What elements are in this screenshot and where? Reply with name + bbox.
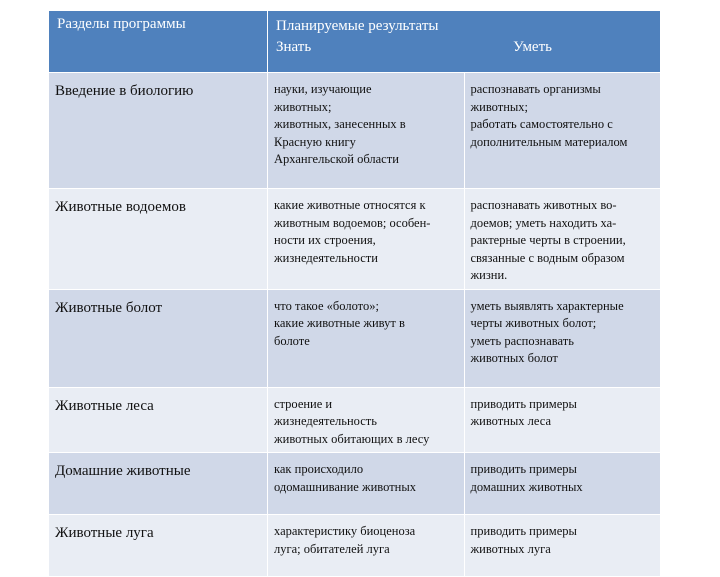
know-cell — [268, 189, 465, 290]
know-line: какие животные относятся к — [274, 198, 426, 212]
table-row — [49, 453, 661, 515]
section-cell: Животные леса — [49, 387, 268, 453]
able-line: животных леса — [470, 414, 551, 428]
know-line: ности их строения, — [274, 233, 376, 247]
table-row — [49, 387, 661, 453]
section-cell: Животные луга — [49, 515, 268, 577]
section-cell: Введение в биологию — [49, 73, 268, 189]
know-line: науки, изучающие — [274, 82, 372, 96]
know-line: как происходило — [274, 462, 364, 476]
header-able: Уметь — [513, 39, 552, 55]
able-line: черты животных болот; — [470, 316, 597, 330]
able-line: приводить примеры — [470, 462, 577, 476]
able-cell — [464, 387, 661, 453]
header-results-title: Планируемые результаты — [276, 18, 439, 34]
able-line: приводить примеры — [470, 396, 577, 411]
able-line: рактерные черты в строении, — [470, 233, 626, 247]
know-line: строение и — [274, 396, 333, 411]
know-cell — [268, 73, 465, 189]
able-line: приводить примеры — [470, 524, 577, 538]
header-sections: Разделы программы — [49, 11, 268, 73]
know-line: характеристику биоценоза — [274, 524, 416, 538]
able-line: распознавать организмы — [470, 82, 601, 96]
able-cell — [464, 453, 661, 515]
know-line: жизнедеятельности — [274, 250, 378, 265]
know-line: животных, занесенных в — [274, 117, 406, 131]
able-line: домашних животных — [470, 479, 583, 494]
know-line: животных обитающих в лесу — [274, 431, 430, 446]
able-line: дополнительным материалом — [470, 134, 628, 149]
table-row — [49, 515, 661, 577]
table-row — [49, 189, 661, 290]
able-line: распознавать животных во- — [470, 198, 617, 212]
know-line: животным водоемов; особен- — [274, 215, 431, 230]
able-line: жизни. — [470, 268, 508, 282]
able-line: связанные с водным образом — [470, 250, 625, 265]
able-cell — [464, 189, 661, 290]
able-line: животных болот — [470, 351, 558, 365]
section-cell: Животные болот — [49, 289, 268, 387]
able-line: уметь выявлять характерные — [470, 298, 624, 313]
know-line: Красную книгу — [274, 134, 356, 149]
able-cell — [464, 515, 661, 577]
able-line: доемов; уметь находить ха- — [470, 215, 617, 230]
table-row — [49, 73, 661, 189]
know-cell — [268, 515, 465, 577]
header-know: Знать — [276, 39, 312, 55]
table-row — [49, 289, 661, 387]
know-line: одомашнивание животных — [274, 479, 417, 494]
able-cell — [464, 73, 661, 189]
section-cell: Домашние животные — [49, 453, 268, 515]
know-line: болоте — [274, 333, 310, 348]
know-line: жизнедеятельность — [274, 414, 377, 428]
able-line: животных луга — [470, 541, 551, 556]
able-line: животных; — [470, 99, 529, 114]
know-line: Архангельской области — [274, 152, 399, 166]
know-cell — [268, 453, 465, 515]
table-header-row — [49, 11, 661, 73]
section-cell: Животные водоемов — [49, 189, 268, 290]
able-line: уметь распознавать — [470, 333, 574, 348]
know-line: животных; — [274, 99, 332, 114]
able-line: работать самостоятельно с — [470, 117, 613, 131]
know-line: луга; обитателей луга — [274, 541, 390, 556]
able-cell — [464, 289, 661, 387]
know-line: что такое «болото»; — [274, 298, 379, 313]
header-subcolumns — [276, 37, 652, 58]
know-line: какие животные живут в — [274, 316, 405, 330]
curriculum-table — [48, 10, 661, 577]
know-cell — [268, 387, 465, 453]
know-cell — [268, 289, 465, 387]
header-planned-results — [268, 11, 661, 73]
